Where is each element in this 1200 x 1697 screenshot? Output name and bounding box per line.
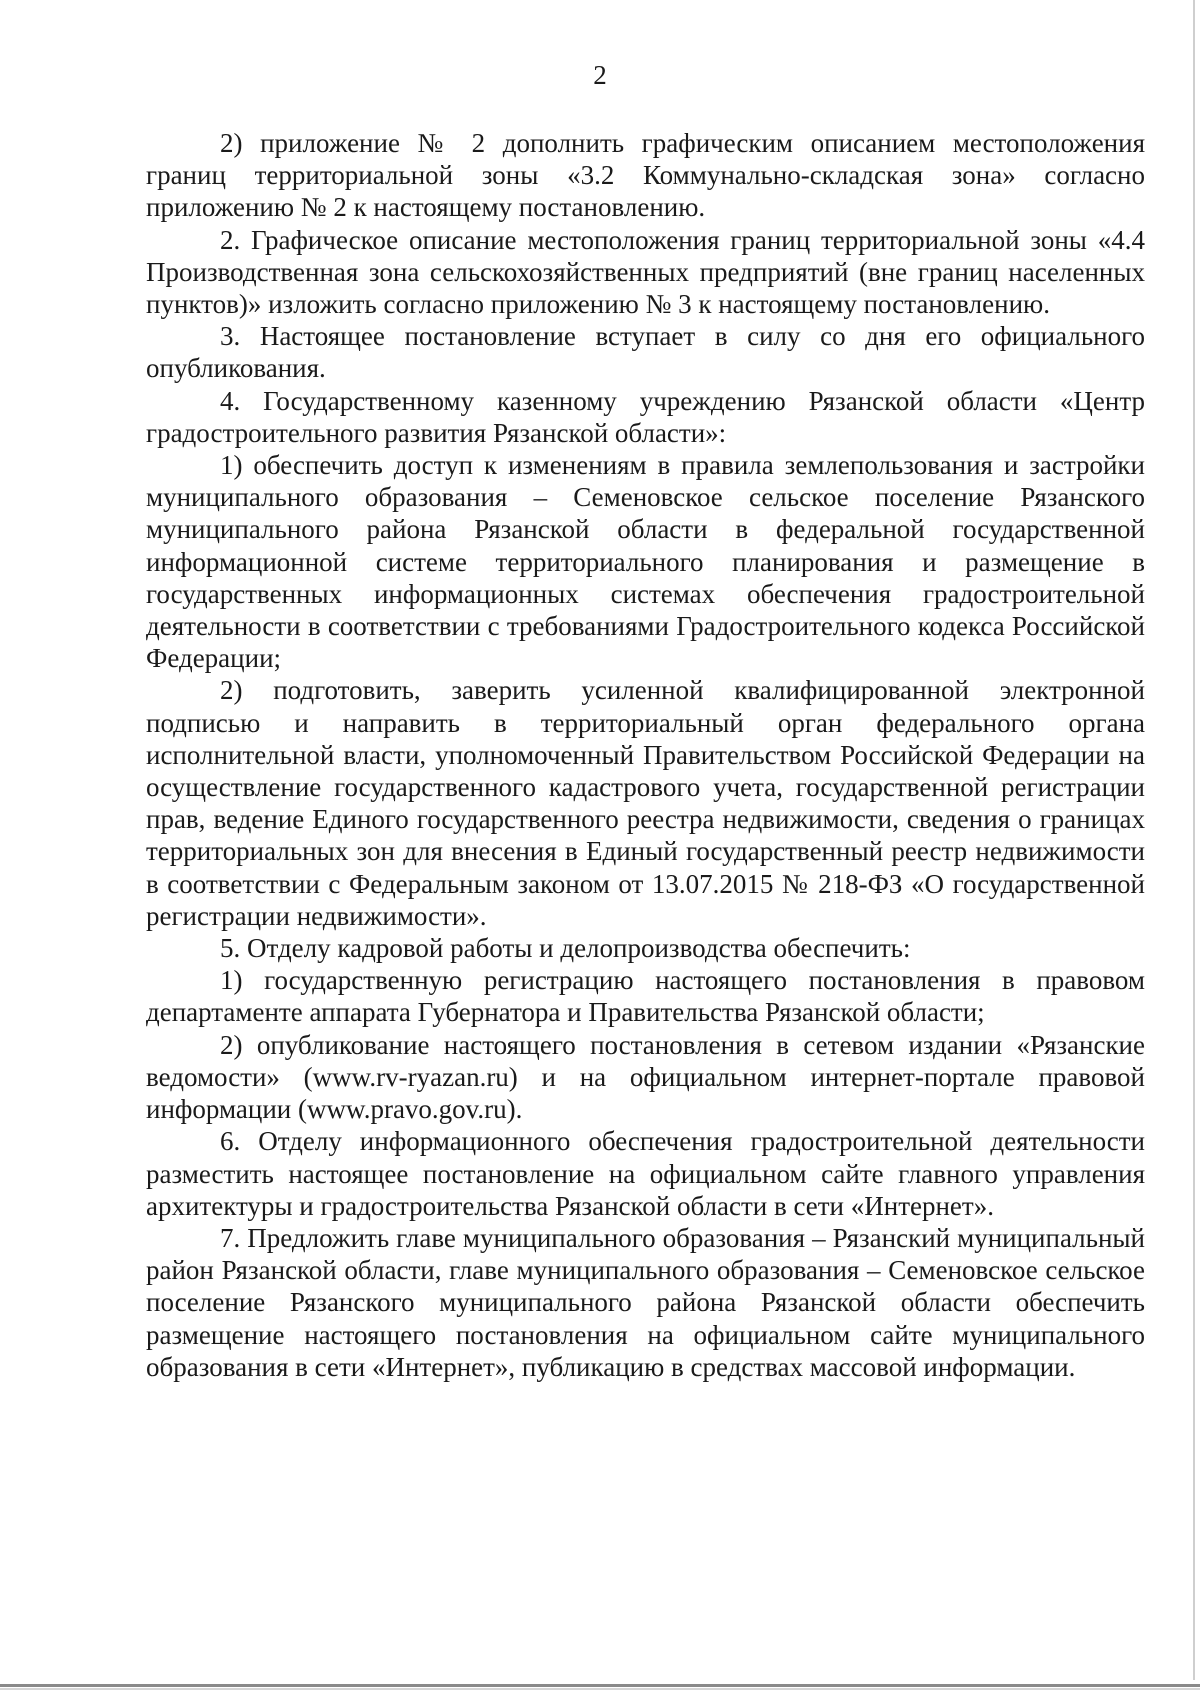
paragraph-item-4: 4. Государственному казенному учреждению Рязанской области «Центр градостроительного развития Рязанской области»: [146, 385, 1145, 448]
paragraph-item-2: 2. Графическое описание местоположения границ территориальной зоны «4.4 Производственная зона сельскохозяйственных предприятий (вне границ населенных пунктов)» изложить согласно приложению № 3 к настоящему постановлению. [146, 224, 1145, 320]
paragraph-item-5-1: 1) государственную регистрацию настоящего постановления в правовом департаменте аппарата Губернатора и Правительства Рязанской области; [146, 965, 1145, 1028]
scan-edge-bottom [0, 1684, 1200, 1687]
paragraph-item-3: 3. Настоящее постановление вступает в силу со дня его официального опубликования. [146, 321, 1145, 384]
paragraph-item-5-2: 2) опубликование настоящего постановления в сетевом издании «Рязанские ведомости» (www.rv-ryazan.ru) и на официальном интернет-портале правовой информации (www.pravo.gov.ru). [146, 1029, 1145, 1125]
paragraph-item-6: 6. Отделу информационного обеспечения градостроительной деятельности разместить настоящее постановление на официальном сайте главного управления архитектуры и градостроительства Рязанской области в сети «Интернет». [146, 1126, 1145, 1221]
scan-edge-bottom-shadow [0, 1688, 1200, 1690]
scan-edge-right [1193, 0, 1195, 1680]
document-body [146, 127, 1145, 1383]
paragraph-item-7: 7. Предложить главе муниципального образования – Рязанский муниципальный район Рязанской области, главе муниципального образования – Семеновское сельское поселение Рязанского муниципального района Рязанской области обеспечить размещение настоящего постановления на официальном сайте муниципального образования в сети «Интернет», публикацию в средствах массовой информации. [146, 1222, 1145, 1382]
page-number: 2 [593, 60, 607, 90]
paragraph-appendix-2: 2) приложение № 2 дополнить графическим описанием местоположения границ территориальной зоны «3.2 Коммунально-складская зона» согласно приложению № 2 к настоящему постановлению. [146, 128, 1145, 223]
paragraph-item-4-1: 1) обеспечить доступ к изменениям в правила землепользования и застройки муниципального образования – Семеновское сельское поселение Рязанского муниципального района Рязанской области в федеральной государственной информационной системе территориального планирования и размещение в государственных информационных системах обеспечения градостроительной деятельности в соответствии с требованиями Градостроительного кодекса Российской Федерации; [146, 450, 1145, 674]
paragraph-item-5: 5. Отделу кадровой работы и делопроизводства обеспечить: [220, 933, 911, 964]
paragraph-item-4-2: 2) подготовить, заверить усиленной квалифицированной электронной подписью и направить в территориальный орган федерального органа исполнительной власти, уполномоченный Правительством Российской Федерации на осуществление государственного кадастрового учета, государственной регистрации прав, ведение Единого государственного реестра недвижимости, сведения о границах территориальных зон для внесения в Единый государственный реестр недвижимости в соответствии с Федеральным законом от 13.07.2015 № 218-ФЗ «О государственной регистрации недвижимости». [146, 675, 1145, 931]
